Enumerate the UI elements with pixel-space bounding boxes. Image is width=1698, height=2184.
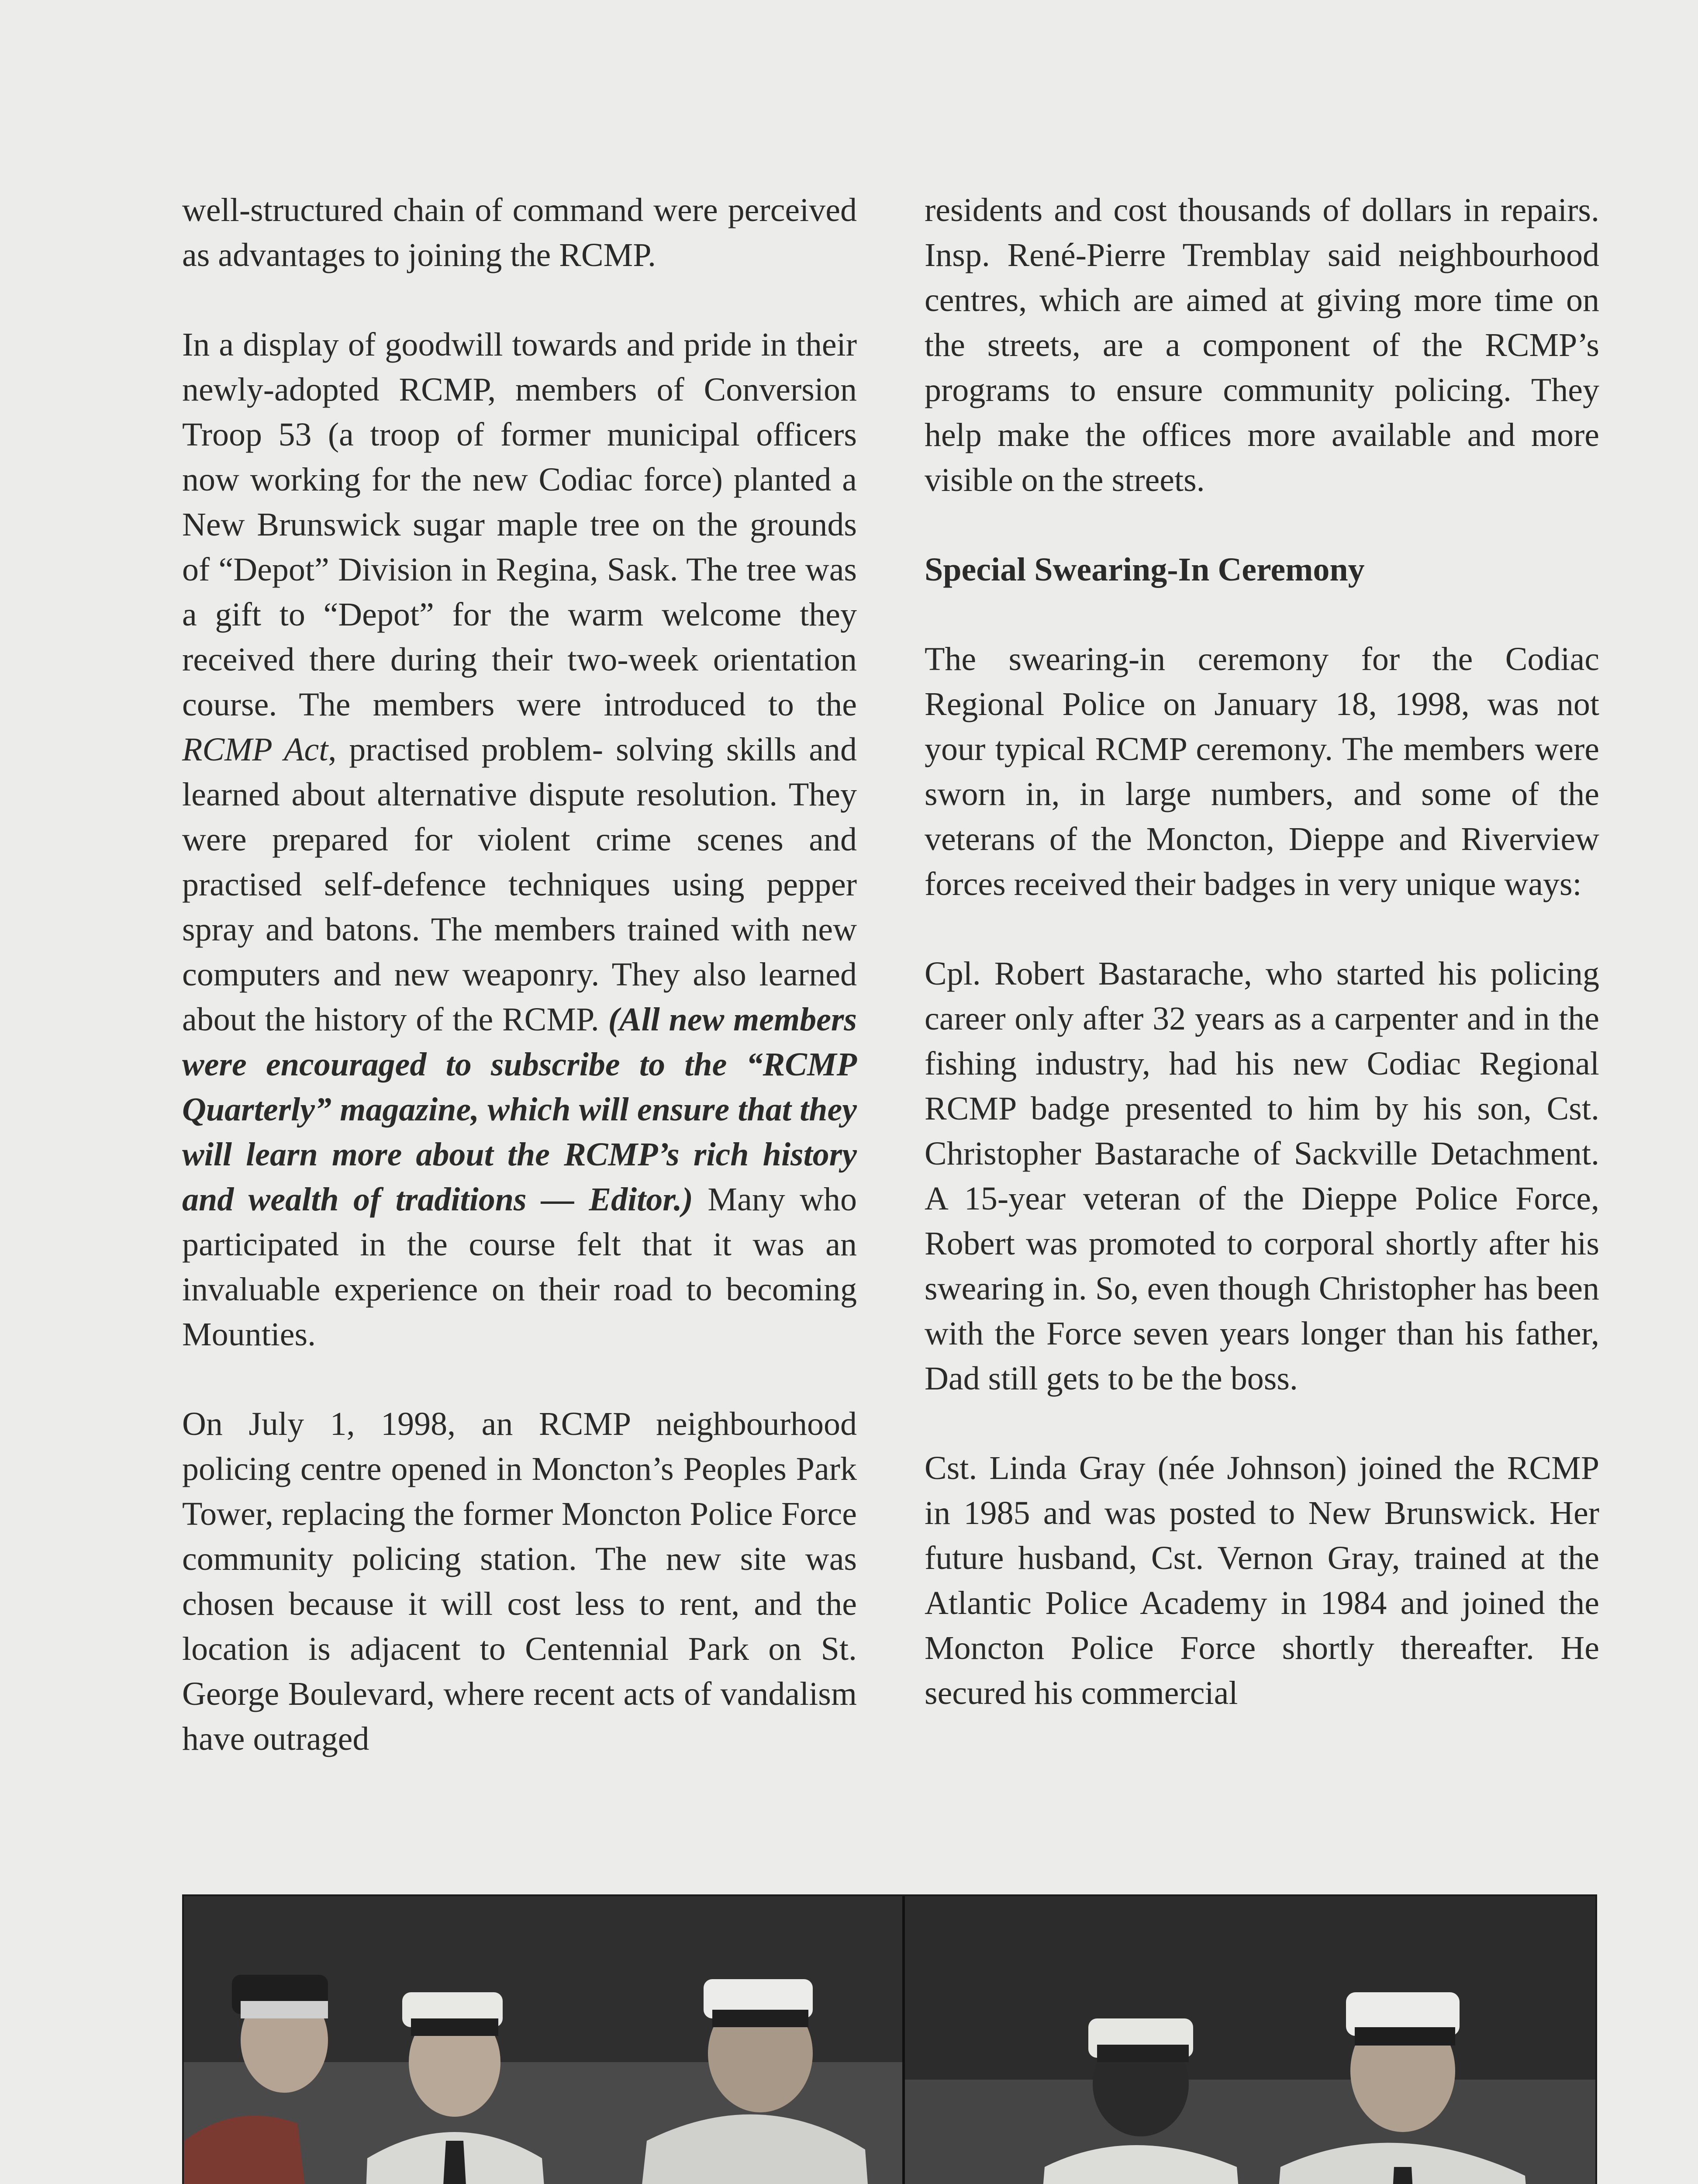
paragraph: On July 1, 1998, an RCMP neighbourhood policing centre opened in Moncton’s Peoples Park Tower, replacing the former Moncton Police Force community policing station. The new site was chosen because it will cost less to rent, and the location is adjacent to Centennial Park on St. George Boulevard, where recent acts of vandalism have outraged	[182, 1406, 857, 1757]
paragraph: residents and cost thousands of dollars in repairs. Insp. René-Pierre Tremblay said neighbourhood centres, which are aimed at giving more time on the streets, are a component of the RCMP’s programs to ensure community policing. They help make the offices more available and more visible on the streets.	[925, 192, 1599, 498]
photo-2-illustration	[905, 1896, 1595, 2184]
paragraph	[182, 322, 857, 1357]
paragraph: well-structured chain of command were perceived as advantages to joining the RCMP.	[182, 192, 857, 273]
section-heading: Special Swearing-In Ceremony	[925, 551, 1365, 588]
act-title: RCMP Act	[182, 731, 328, 768]
photo-strip	[182, 1894, 1597, 2184]
text-run: , practised problem- solving skills and learned about alternative dispute resolution. They were prepared for violent crime scenes and practised self-defence techniques using pepper spray and batons. The members trained with new computers and new weaponry. They also learned about the history of the RCMP.	[182, 731, 857, 1038]
text-run: In a display of goodwill towards and pride in their newly-adopted RCMP, members of Conversion Troop 53 (a troop of former municipal officers now working for the new Codiac force) planted a New Brunswick sugar maple tree on the grounds of “Depot” Division in Regina, Sask. The tree was a gift to “Depot” for the warm welcome they received there during their two-week orientation course. The members were introduced to the	[182, 326, 857, 723]
left-column	[182, 188, 857, 1762]
paragraph: Cst. Linda Gray (née Johnson) joined the RCMP in 1985 and was posted to New Brunswick. Her future husband, Cst. Vernon Gray, trained at the Atlantic Police Academy in 1984 and joined the Moncton Police Force shortly thereafter. He secured his commercial	[925, 1450, 1599, 1711]
paragraph: The swearing-in ceremony for the Codiac Regional Police on January 18, 1998, was not your typical RCMP ceremony. The members were sworn in, in large numbers, and some of the veterans of the Moncton, Dieppe and Riverview forces received their badges in very unique ways:	[925, 641, 1599, 902]
photo-1-illustration	[184, 1896, 902, 2184]
editor-note: (All new members were encouraged to subscribe to the “RCMP Quarterly” magazine, which will ensure that they will learn more about the RCMP’s rich history and wealth of traditions — Editor.)	[182, 1001, 857, 1218]
text-run: Many who participated in the course felt that it was an invaluable experience on their road to becoming Mounties.	[182, 1181, 857, 1353]
right-column	[925, 188, 1599, 1716]
paragraph: Cpl. Robert Bastarache, who started his policing career only after 32 years as a carpenter and in the fishing industry, had his new Codiac Regional RCMP badge presented to him by his son, Cst. Christopher Bastarache of Sackville Detachment. A 15-year veteran of the Dieppe Police Force, Robert was promoted to corporal shortly after his swearing in. So, even though Christopher has been with the Force seven years longer than his father, Dad still gets to be the boss.	[925, 955, 1599, 1397]
photo-badge-presentation-1	[184, 1896, 902, 2184]
photo-badge-presentation-2	[902, 1896, 1595, 2184]
